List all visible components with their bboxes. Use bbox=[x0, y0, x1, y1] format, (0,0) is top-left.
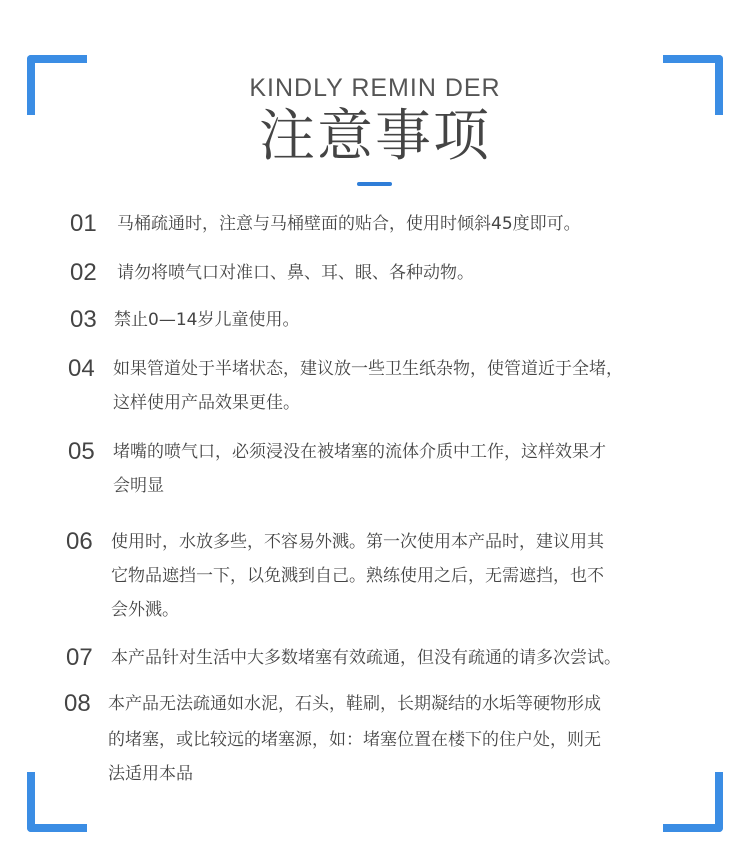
item-number: 05 bbox=[68, 438, 95, 465]
item-number: 02 bbox=[70, 259, 97, 286]
item-text-line: 堵嘴的喷气口，必须浸没在被堵塞的流体介质中工作，这样效果才 bbox=[113, 442, 606, 462]
item-number: 07 bbox=[66, 644, 93, 671]
item-text-line: 法适用本品 bbox=[108, 764, 193, 784]
item-text-line: 马桶疏通时，注意与马桶壁面的贴合，使用时倾斜45度即可。 bbox=[117, 214, 581, 234]
item-text-line: 禁止0—14岁儿童使用。 bbox=[114, 310, 300, 330]
page-title: 注意事项 bbox=[259, 104, 491, 169]
item-text-line: 如果管道处于半堵状态，建议放一些卫生纸杂物，使管道近于全堵， bbox=[113, 359, 623, 379]
item-number: 03 bbox=[70, 306, 97, 333]
item-number: 08 bbox=[64, 690, 91, 717]
item-text-line: 这样使用产品效果更佳。 bbox=[113, 393, 300, 413]
item-text-line: 本产品针对生活中大多数堵塞有效疏通，但没有疏通的请多次尝试。 bbox=[111, 648, 621, 668]
item-text-line: 使用时，水放多些，不容易外溅。第一次使用本产品时，建议用其 bbox=[111, 532, 604, 552]
title-divider bbox=[357, 182, 392, 186]
item-number: 01 bbox=[70, 210, 97, 237]
item-text-line: 会明显 bbox=[113, 476, 164, 496]
item-text-line: 会外溅。 bbox=[111, 600, 179, 620]
corner-bracket-bottom-left bbox=[27, 772, 87, 832]
item-text-line: 请勿将喷气口对准口、鼻、耳、眼、各种动物。 bbox=[117, 263, 474, 283]
corner-bracket-bottom-right bbox=[663, 772, 723, 832]
item-number: 06 bbox=[66, 528, 93, 555]
item-number: 04 bbox=[68, 355, 95, 382]
item-text-line: 的堵塞，或比较远的堵塞源，如：堵塞位置在楼下的住户处，则无 bbox=[108, 730, 601, 750]
item-text-line: 本产品无法疏通如水泥，石头，鞋刷，长期凝结的水垢等硬物形成 bbox=[108, 694, 601, 714]
page-subtitle: KINDLY REMIN DER bbox=[249, 74, 501, 102]
item-text-line: 它物品遮挡一下，以免溅到自己。熟练使用之后，无需遮挡，也不 bbox=[111, 566, 604, 586]
